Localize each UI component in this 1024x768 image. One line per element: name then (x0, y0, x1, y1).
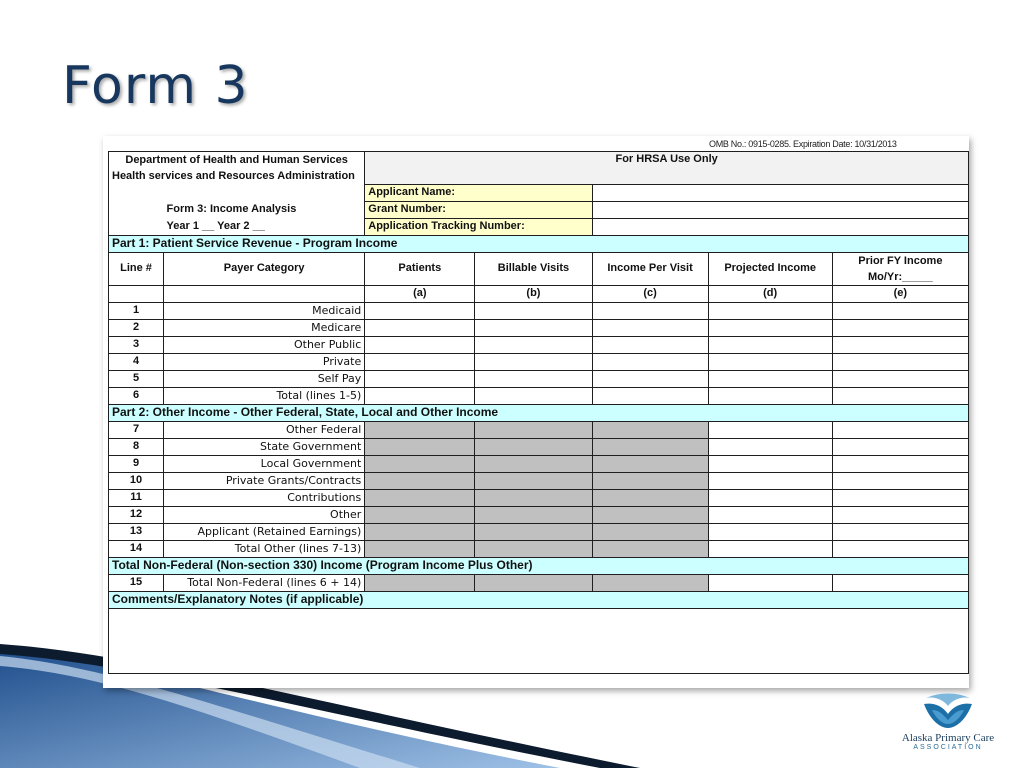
row-label: Total Non-Federal (lines 6 + 14) (164, 574, 365, 591)
alaska-primary-care-logo (893, 690, 1003, 760)
table-row (109, 302, 969, 319)
input-cell[interactable] (832, 455, 968, 472)
slide-title: Form 3 (62, 56, 249, 116)
table-row (109, 353, 969, 370)
dept-line-2: Health services and Resources Administration (109, 168, 365, 184)
total-header: Total Non-Federal (Non-section 330) Income (Program Income Plus Other) (109, 557, 969, 574)
input-cell[interactable] (708, 523, 832, 540)
input-cell[interactable] (832, 421, 968, 438)
row-label: Other Federal (164, 421, 365, 438)
input-cell[interactable] (832, 574, 968, 591)
part1-header: Part 1: Patient Service Revenue - Program Income (109, 235, 969, 252)
dept-line-1: Department of Health and Human Services (109, 152, 365, 169)
grey-cell (475, 421, 592, 438)
grey-cell (365, 438, 475, 455)
row-label: Contributions (164, 489, 365, 506)
row-number: 9 (109, 455, 164, 472)
hrsa-use-only: For HRSA Use Only (365, 152, 969, 185)
grey-cell (365, 540, 475, 557)
row-number: 13 (109, 523, 164, 540)
applicant-name-field[interactable] (592, 184, 969, 201)
table-row (109, 455, 969, 472)
input-cell[interactable] (475, 302, 592, 319)
grey-cell (475, 455, 592, 472)
input-cell[interactable] (592, 319, 708, 336)
prior-line-1: Prior FY Income (858, 254, 943, 267)
input-cell[interactable] (832, 336, 968, 353)
grey-cell (475, 472, 592, 489)
grey-cell (475, 489, 592, 506)
grey-cell (475, 506, 592, 523)
input-cell[interactable] (708, 336, 832, 353)
input-cell[interactable] (708, 540, 832, 557)
input-cell[interactable] (832, 319, 968, 336)
input-cell[interactable] (365, 353, 475, 370)
input-cell[interactable] (708, 387, 832, 404)
row-number: 10 (109, 472, 164, 489)
comments-field[interactable] (109, 608, 969, 673)
row-label: Applicant (Retained Earnings) (164, 523, 365, 540)
grey-cell (475, 438, 592, 455)
grey-cell (592, 455, 708, 472)
row-number: 1 (109, 302, 164, 319)
input-cell[interactable] (592, 336, 708, 353)
part2-header: Part 2: Other Income - Other Federal, State, Local and Other Income (109, 404, 969, 421)
row-number: 7 (109, 421, 164, 438)
input-cell[interactable] (365, 302, 475, 319)
grey-cell (475, 523, 592, 540)
year-line: Year 1 __ Year 2 __ (164, 218, 365, 235)
row-number: 12 (109, 506, 164, 523)
grant-number-label: Grant Number: (365, 201, 592, 218)
grey-cell (365, 489, 475, 506)
table-row (109, 506, 969, 523)
grey-cell (592, 438, 708, 455)
input-cell[interactable] (832, 438, 968, 455)
row-label: Medicaid (164, 302, 365, 319)
table-row (109, 540, 969, 557)
input-cell[interactable] (475, 319, 592, 336)
grey-cell (365, 472, 475, 489)
prior-line-2: Mo/Yr:_____ (867, 270, 933, 283)
table-row (109, 472, 969, 489)
grant-number-field[interactable] (592, 201, 969, 218)
row-number: 5 (109, 370, 164, 387)
input-cell[interactable] (708, 370, 832, 387)
input-cell[interactable] (832, 472, 968, 489)
table-row (109, 387, 969, 404)
table-row (109, 421, 969, 438)
row-label: Other Public (164, 336, 365, 353)
row-number: 4 (109, 353, 164, 370)
row-label: Medicare (164, 319, 365, 336)
col-header-projected: Projected Income (708, 252, 832, 285)
col-letter-c: (c) (592, 285, 708, 302)
input-cell[interactable] (365, 387, 475, 404)
table-row (109, 489, 969, 506)
input-cell[interactable] (708, 574, 832, 591)
comments-header: Comments/Explanatory Notes (if applicable) (109, 591, 969, 608)
input-cell[interactable] (708, 455, 832, 472)
grey-cell (592, 540, 708, 557)
row-number: 6 (109, 387, 164, 404)
col-letter-b: (b) (475, 285, 592, 302)
input-cell[interactable] (592, 370, 708, 387)
input-cell[interactable] (708, 506, 832, 523)
row-label: Local Government (164, 455, 365, 472)
table-row (109, 336, 969, 353)
row-number: 8 (109, 438, 164, 455)
applicant-name-label: Applicant Name: (365, 184, 592, 201)
grey-cell (365, 506, 475, 523)
grey-cell (365, 455, 475, 472)
grey-cell (365, 574, 475, 591)
form-name: Form 3: Income Analysis (164, 201, 365, 218)
input-cell[interactable] (708, 319, 832, 336)
input-cell[interactable] (475, 387, 592, 404)
logo-mark-icon (922, 690, 974, 730)
input-cell[interactable] (592, 302, 708, 319)
input-cell[interactable] (708, 438, 832, 455)
input-cell[interactable] (708, 489, 832, 506)
input-cell[interactable] (475, 353, 592, 370)
input-cell[interactable] (708, 421, 832, 438)
grey-cell (592, 489, 708, 506)
logo-name: Alaska Primary Care (901, 732, 995, 744)
row-label: Other (164, 506, 365, 523)
grey-cell (365, 523, 475, 540)
col-letter-e: (e) (832, 285, 968, 302)
tracking-number-label: Application Tracking Number: (365, 218, 592, 235)
row-label: Private (164, 353, 365, 370)
grey-cell (592, 523, 708, 540)
grey-cell (365, 421, 475, 438)
row-label: Total (lines 1-5) (164, 387, 365, 404)
row-label: Private Grants/Contracts (164, 472, 365, 489)
input-cell[interactable] (592, 387, 708, 404)
grey-cell (475, 540, 592, 557)
input-cell[interactable] (365, 336, 475, 353)
input-cell[interactable] (832, 387, 968, 404)
row-label: State Government (164, 438, 365, 455)
input-cell[interactable] (832, 540, 968, 557)
input-cell[interactable] (708, 302, 832, 319)
col-header-line: Line # (109, 252, 164, 285)
col-letter-a: (a) (365, 285, 475, 302)
row-number: 14 (109, 540, 164, 557)
grey-cell (475, 574, 592, 591)
table-row (109, 319, 969, 336)
omb-number: OMB No.: 0915-0285. Expiration Date: 10/31/2013 (709, 139, 897, 149)
tracking-number-field[interactable] (592, 218, 969, 235)
row-label: Self Pay (164, 370, 365, 387)
input-cell[interactable] (475, 336, 592, 353)
input-cell[interactable] (832, 506, 968, 523)
input-cell[interactable] (708, 353, 832, 370)
col-header-billable: Billable Visits (475, 252, 592, 285)
grey-cell (592, 574, 708, 591)
input-cell[interactable] (832, 302, 968, 319)
table-row (109, 523, 969, 540)
grey-cell (592, 472, 708, 489)
table-row (109, 370, 969, 387)
input-cell[interactable] (592, 353, 708, 370)
input-cell[interactable] (832, 370, 968, 387)
row-label: Total Other (lines 7-13) (164, 540, 365, 557)
input-cell[interactable] (475, 370, 592, 387)
input-cell[interactable] (832, 353, 968, 370)
table-row (109, 438, 969, 455)
input-cell[interactable] (708, 472, 832, 489)
grey-cell (592, 421, 708, 438)
form3-table (108, 151, 969, 674)
row-number: 15 (109, 574, 164, 591)
col-header-patients: Patients (365, 252, 475, 285)
input-cell[interactable] (365, 319, 475, 336)
col-header-prior (832, 252, 968, 285)
input-cell[interactable] (365, 370, 475, 387)
grey-cell (592, 506, 708, 523)
col-header-income-per-visit: Income Per Visit (592, 252, 708, 285)
col-header-payer: Payer Category (164, 252, 365, 285)
input-cell[interactable] (832, 489, 968, 506)
input-cell[interactable] (832, 523, 968, 540)
row-number: 3 (109, 336, 164, 353)
row-number: 11 (109, 489, 164, 506)
logo-subtitle: ASSOCIATION (913, 744, 983, 751)
col-letter-d: (d) (708, 285, 832, 302)
row-number: 2 (109, 319, 164, 336)
